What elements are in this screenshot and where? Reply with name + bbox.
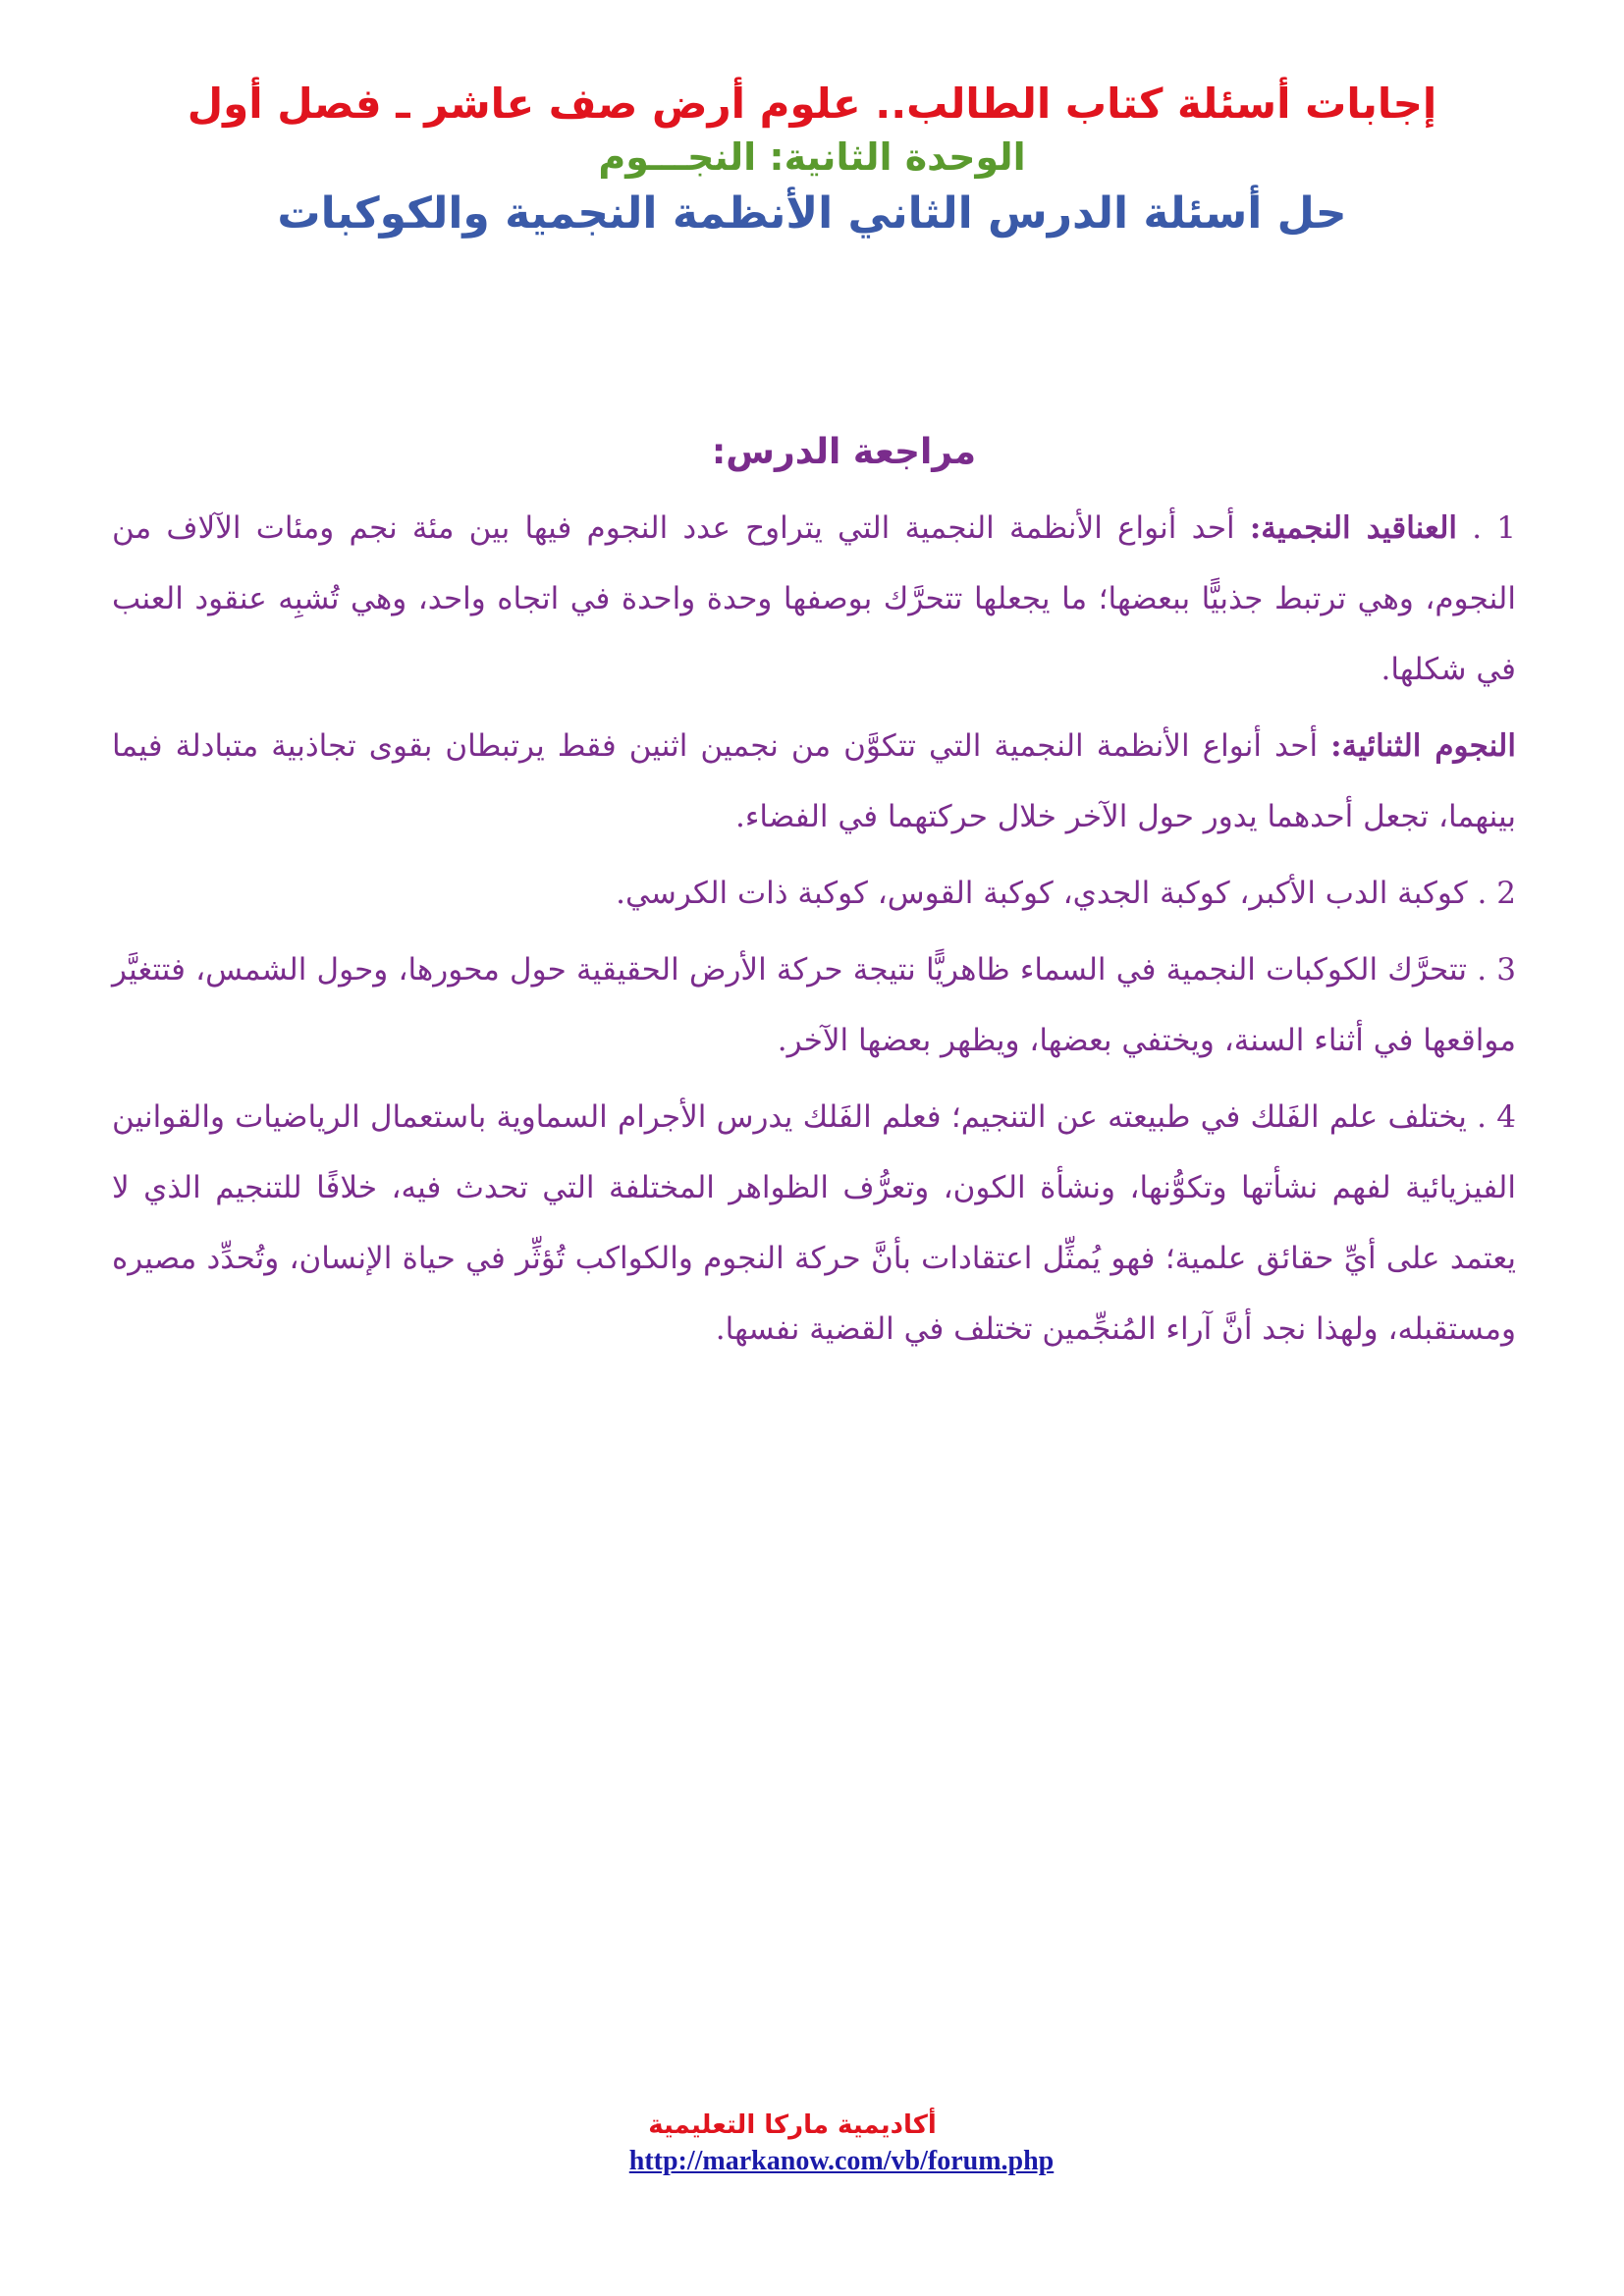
item-number: 3 . [1477,952,1516,988]
item-number: 2 . [1477,876,1516,911]
unit-title: الوحدة الثانية: النجـــوم [598,134,1026,179]
review-content [112,493,1516,1370]
review-item-2 [112,858,1516,929]
item-term: العناقيد النجمية: [1249,510,1458,546]
item-text: يختلف علم الفَلك في طبيعته عن التنجيم؛ فعلم الفَلك يدرس الأجرام السماوية باستعمال الرياضيات والقوانين الفيزيائية لفهم نشأتها وتكوُّنها، ونشأة الكون، وتعرُّف الظواهر المختلفة التي تحدث فيه، خلافًا للتنجيم الذي لا يعتمد على أيِّ حقائق علمية؛ فهو يُمثِّل اعتقادات بأنَّ حركة النجوم والكواكب تُؤثِّر في حياة الإنسان، وتُحدِّد مصيره ومستقبله، ولهذا نجد أنَّ آراء المُنجِّمين تختلف في القضية نفسها. [112,1099,1516,1347]
item-text: كوكبة الدب الأكبر، كوكبة الجدي، كوكبة القوس، كوكبة ذات الكرسي. [616,876,1468,911]
review-item-1b [112,711,1516,852]
item-text: أحد أنواع الأنظمة النجمية التي تتكوَّن من نجمين اثنين فقط يرتبطان بقوى تجاذبية متبادلة فيما بينهما، تجعل أحدهما يدور حول الآخر خلال حركتهما في الفضاء. [112,728,1516,834]
page-footer [0,2110,1624,2177]
item-text: أحد أنواع الأنظمة النجمية التي يتراوح عدد النجوم فيها بين مئة نجم ومئات الآلاف من النجوم، وهي ترتبط جذبيًّا ببعضها؛ ما يجعلها تتحرَّك بوصفها وحدة واحدة في اتجاه واحد، وهي تُشبِه عنقود العنب في شكلها. [112,510,1516,687]
review-item-3 [112,934,1516,1076]
item-term: النجوم الثنائية: [1330,728,1516,764]
item-number: 1 . [1472,510,1516,546]
review-heading: مراجعة الدرس: [711,432,976,472]
review-item-4 [112,1082,1516,1364]
item-text: تتحرَّك الكوكبات النجمية في السماء ظاهريًّا نتيجة حركة الأرض الحقيقية حول محورها، وحول الشمس، فتتغيَّر مواقعها في أثناء السنة، ويختفي بعضها، ويظهر بعضها الآخر. [112,952,1516,1058]
footer-link[interactable]: http://markanow.com/vb/forum.php [628,2146,1055,2176]
lesson-title: حل أسئلة الدرس الثاني الأنظمة النجمية والكوكبات [277,188,1347,239]
item-number: 4 . [1477,1099,1516,1135]
page-title: إجابات أسئلة كتاب الطالب.. علوم أرض صف عاشر ـ فصل أول [187,80,1437,128]
footer-org: أكاديمية ماركا التعليمية [648,2110,937,2140]
page-header [0,79,1624,240]
review-item-1 [112,493,1516,705]
